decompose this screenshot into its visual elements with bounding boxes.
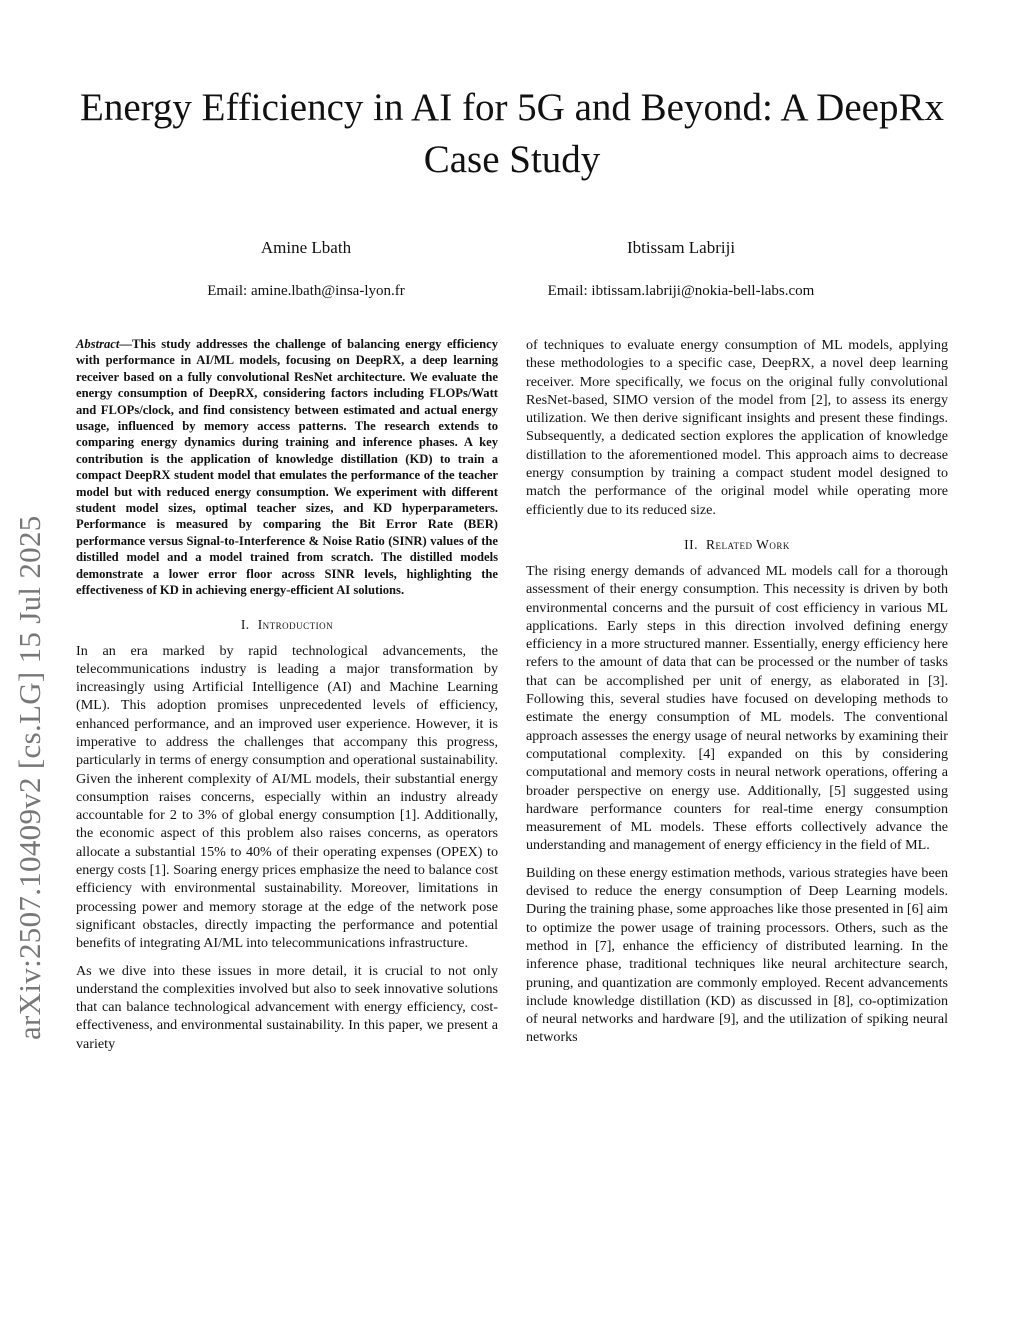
author-email: Email: ibtissam.labriji@nokia-bell-labs.com	[547, 283, 815, 299]
left-column	[76, 336, 498, 1053]
section-title: Related Work	[706, 536, 790, 552]
paragraph: In an era marked by rapid technological advancements, the telecommunications industry is leading a major transformation by increasingly using Artificial Intelligence (AI) and Machine Learning (ML). This adoption promises unprecedented levels of efficiency, enhanced performance, and an improved user experience. However, it is imperative to address the challenges that accompany this progress, particularly in terms of energy consumption and operational sustainability. Given the inherent complexity of AI/ML models, their substantial energy consumption raises concerns, especially within an industry already accountable for 2 to 3% of global energy consumption [1]. Additionally, the economic aspect of this problem also raises concerns, as operators allocate a substantial 15% to 40% of their operating expenses (OPEX) to energy costs [1]. Soaring energy prices emphasize the need to balance cost efficiency with environmental sustainability. Moreover, limitations in processing power and memory storage at the edge of the network pose significant obstacles, directly impacting the performance and potential benefits of integrating AI/ML into telecommunications infrastructure.	[76, 642, 498, 952]
paragraph: As we dive into these issues in more detail, it is crucial to not only understand the complexities involved but also to seek innovative solutions that can balance technological advancement with energy efficiency, cost-effectiveness, and environmental sustainability. In this paper, we present a variety	[76, 962, 498, 1052]
right-column	[526, 336, 948, 1047]
author-email: Email: amine.lbath@insa-lyon.fr	[207, 283, 405, 299]
abstract-text: This study addresses the challenge of balancing energy efficiency with performance in AI/ML models, focusing on DeepRX, a deep learning receiver based on a fully convolutional ResNet architecture. We evaluate the energy consumption of DeepRX, considering factors including FLOPs/Watt and FLOPs/clock, and find consistency between estimated and actual energy usage, influenced by memory access patterns. The research extends to comparing energy dynamics during training and inference phases. A key contribution is the application of knowledge distillation (KD) to train a compact DeepRX student model that emulates the performance of the teacher model but with reduced energy consumption. We experiment with different student model sizes, optimal teacher sizes, and KD hyperparameters. Performance is measured by comparing the Bit Error Rate (BER) performance versus Signal-to-Interference & Noise Ratio (SINR) values of the distilled model and a model trained from scratch. The distilled models demonstrate a lower error floor across SINR levels, highlighting the effectiveness of KD in achieving energy-efficient AI solutions.	[76, 337, 498, 598]
section-number: I.	[240, 616, 250, 632]
paragraph-continued: of techniques to evaluate energy consumption of ML models, applying these methodologies to a specific case, DeepRX, a novel deep learning receiver. More specifically, we focus on the original fully convolutional ResNet-based, SIMO version of the model from [2], to assess its energy utilization. We then derive significant insights and present these findings. Subsequently, a dedicated section explores the application of knowledge distillation to the aforementioned model. This approach aims to decrease energy consumption by training a compact student model designed to match the performance of the original model while operating more efficiently due to its reduced size.	[526, 337, 948, 518]
paragraph: The rising energy demands of advanced ML models call for a thorough assessment of their energy consumption. This necessity is driven by both environmental concerns and the pursuit of cost efficiency in various ML applications. Early steps in this direction involved defining energy efficiency in a more structured manner. Essentially, energy efficiency here refers to the amount of data that can be processed or the number of tasks that can be accomplished per unit of energy, as elaborated in [3]. Following this, several studies have focused on developing methods to estimate the energy consumption of ML models. The conventional approach assesses the energy usage of neural networks by examining their computational complexity. [4] expanded on this by considering computational and memory costs in neural network operations, offering a broader perspective on energy use. Additionally, [5] suggested using hardware performance counters for real-time energy consumption measurement of ML models. These efforts collectively advance the understanding and management of energy efficiency in the field of ML.	[526, 562, 948, 854]
section-title: Introduction	[257, 616, 334, 632]
author-name: Amine Lbath	[260, 238, 352, 257]
paper-title: Energy Efficiency in AI for 5G and Beyond: A DeepRx Case Study	[80, 86, 944, 181]
arxiv-identifier: arXiv:2507.10409v2 [cs.LG] 15 Jul 2025	[12, 515, 47, 1040]
author-block	[116, 236, 496, 301]
paragraph: Building on these energy estimation methods, various strategies have been devised to reduce the energy consumption of Deep Learning models. During the training phase, some approaches like those presented in [6] aim to optimize the power usage of training processors. Others, such as the method in [7], enhance the efficiency of distributed learning. In the inference phase, traditional techniques like neural architecture search, pruning, and quantization are commonly employed. Recent advancements include knowledge distillation (KD) as discussed in [8], co-optimization of neural networks and hardware [9], and the utilization of spiking neural networks	[526, 864, 948, 1046]
author-name: Ibtissam Labriji	[626, 238, 736, 257]
abstract	[76, 336, 498, 599]
section-heading-introduction	[76, 617, 498, 633]
section-heading-related-work	[526, 537, 948, 553]
abstract-lead: Abstract—	[76, 337, 132, 351]
section-number: II.	[684, 536, 698, 552]
author-block	[491, 236, 871, 301]
